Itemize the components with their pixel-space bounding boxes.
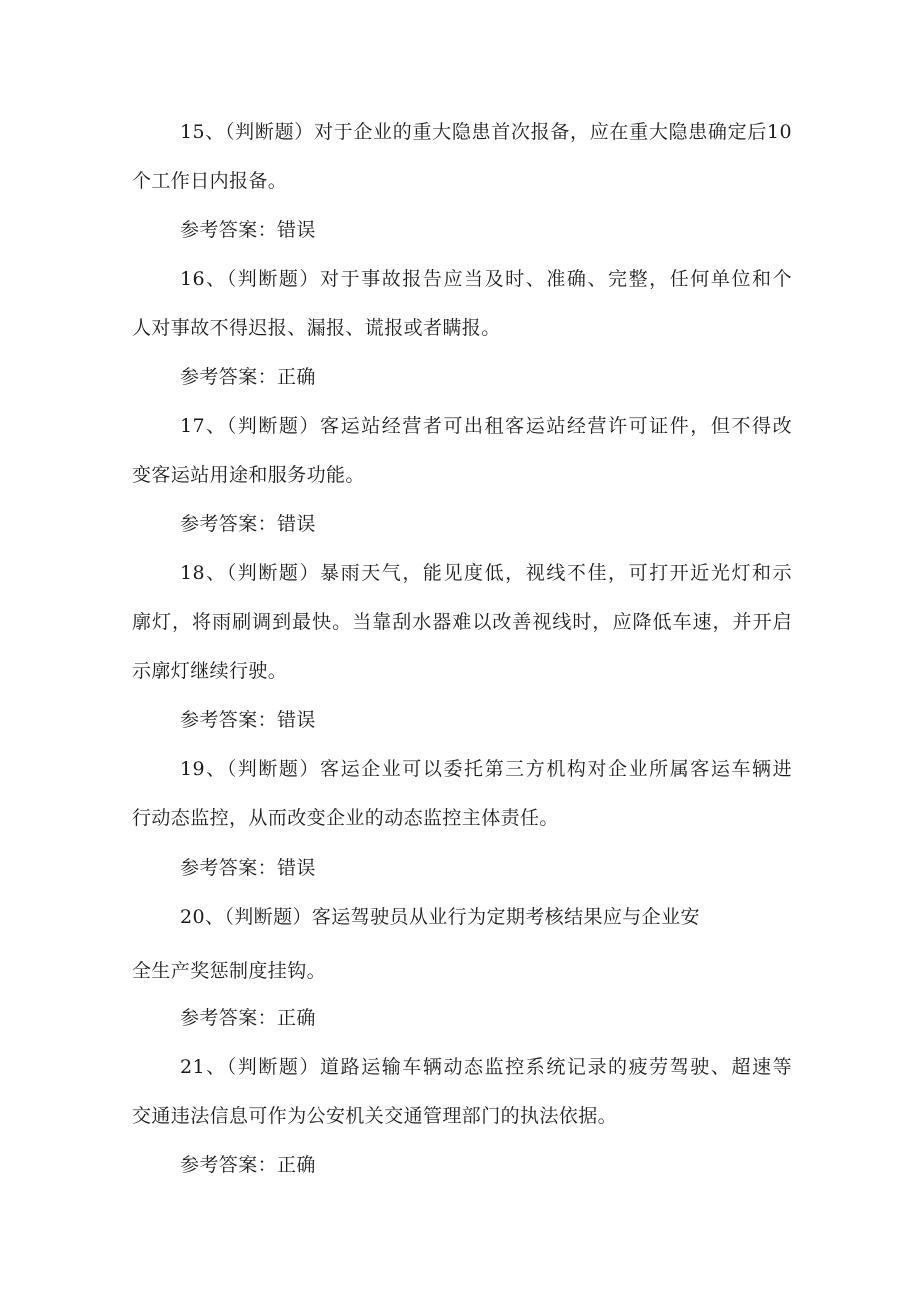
- answer-21: 参考答案：正确: [180, 1154, 316, 1176]
- question-18-line-1: 18、（判断题）暴雨天气，能见度低，视线不佳，可打开近光灯和示: [180, 562, 792, 584]
- question-21-line-2: 交通违法信息可作为公安机关交通管理部门的执法依据。: [132, 1105, 618, 1127]
- answer-18: 参考答案：错误: [180, 709, 316, 731]
- question-18-line-3: 示廓灯继续行驶。: [132, 660, 288, 682]
- question-19-line-1: 19、（判断题）客运企业可以委托第三方机构对企业所属客运车辆进: [180, 758, 792, 780]
- question-18-line-2: 廓灯，将雨刷调到最快。当靠刮水器难以改善视线时，应降低车速，并开启: [132, 611, 792, 633]
- question-17-line-1: 17、（判断题）客运站经营者可出租客运站经营许可证件，但不得改: [180, 415, 792, 437]
- question-20-line-1: 20、（判断题）客运驾驶员从业行为定期考核结果应与企业安: [180, 906, 700, 928]
- question-15-line-1: 15、（判断题）对于企业的重大隐患首次报备，应在重大隐患确定后10: [180, 121, 792, 143]
- answer-16: 参考答案：正确: [180, 366, 316, 388]
- question-20-line-2: 全生产奖惩制度挂钩。: [132, 960, 327, 982]
- answer-17: 参考答案：错误: [180, 513, 316, 535]
- answer-15: 参考答案：错误: [180, 219, 316, 241]
- question-17-line-2: 变客运站用途和服务功能。: [132, 464, 365, 486]
- question-16-line-1: 16、（判断题）对于事故报告应当及时、准确、完整，任何单位和个: [180, 268, 792, 290]
- question-15-line-2: 个工作日内报备。: [132, 170, 288, 192]
- question-21-line-1: 21、（判断题）道路运输车辆动态监控系统记录的疲劳驾驶、超速等: [180, 1056, 792, 1078]
- question-16-line-2: 人对事故不得迟报、漏报、谎报或者瞒报。: [132, 317, 501, 339]
- answer-19: 参考答案：错误: [180, 857, 316, 879]
- answer-20: 参考答案：正确: [180, 1007, 316, 1029]
- question-19-line-2: 行动态监控，从而改变企业的动态监控主体责任。: [132, 807, 559, 829]
